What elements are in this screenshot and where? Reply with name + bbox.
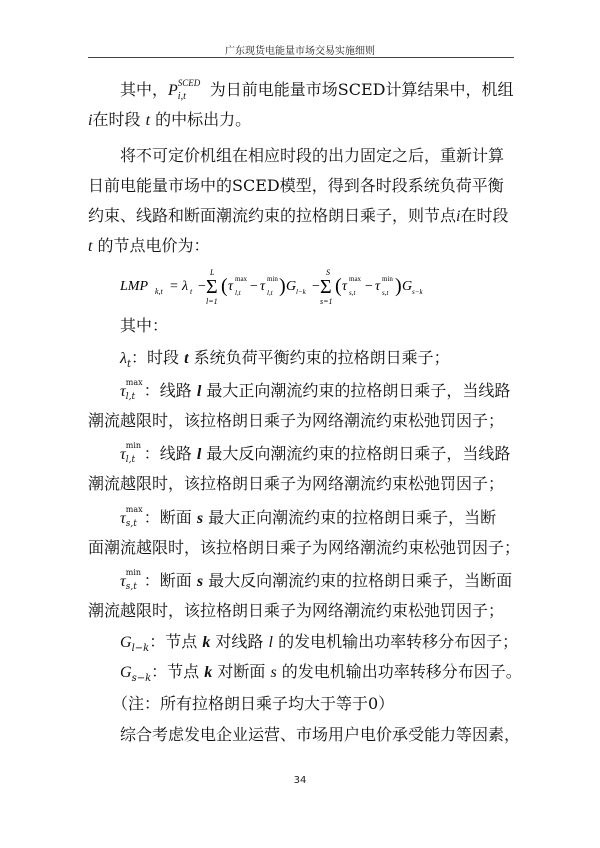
tau-l-max-sym: τ bbox=[228, 279, 234, 294]
def-g-l-pre: ：节点 bbox=[149, 632, 198, 651]
para2-line3 bbox=[88, 206, 508, 227]
para2-line4-post: 的节点电价为： bbox=[97, 236, 210, 255]
def-tau-l-max-pre: ：线路 bbox=[143, 381, 192, 400]
sum1-sigma: Σ bbox=[206, 276, 218, 298]
para2-line2: 日前电能量市场中的SCED模型，得到各时段系统负荷平衡 bbox=[88, 176, 504, 195]
def-lambda-var: t bbox=[184, 350, 189, 367]
tau-s-max-sup: max bbox=[349, 275, 362, 283]
p-symbol-sup: SCED bbox=[177, 78, 201, 88]
where-label: 其中： bbox=[120, 316, 169, 335]
tau-s-min-sub: s,t bbox=[382, 289, 389, 297]
def-tau-s-min-var: s bbox=[196, 573, 204, 590]
def-tau-l-max-sub: l,t bbox=[125, 392, 136, 402]
def-g-s-var2: s bbox=[270, 664, 277, 681]
para2-line3-pre: 约束、线路和断面潮流约束的拉格朗日乘子，则节点 bbox=[88, 206, 457, 225]
tau-s-max-sub: s,t bbox=[349, 289, 356, 297]
paren-close-2: ) bbox=[395, 275, 402, 297]
def-tau-l-min bbox=[120, 441, 511, 465]
def-g-l-var1: k bbox=[202, 634, 211, 651]
para2-line3-post: 在时段 bbox=[460, 206, 509, 225]
sum2-sigma: Σ bbox=[320, 276, 332, 298]
tau-l-min-sym: τ bbox=[260, 279, 266, 294]
def-tau-l-min-var: l bbox=[196, 446, 202, 463]
def-g-l-var2: l bbox=[268, 634, 273, 651]
p-symbol-sub: i,t bbox=[177, 91, 186, 102]
def-lambda-sym: λ bbox=[120, 350, 127, 367]
def-tau-l-min-sym: τ bbox=[120, 446, 126, 463]
sum2-lower: s=1 bbox=[320, 297, 333, 306]
def-g-s-post: 的发电机输出功率转移分布因子。 bbox=[281, 662, 522, 681]
def-tau-l-max-var: l bbox=[196, 383, 202, 400]
def-tau-s-min-sup: min bbox=[125, 568, 142, 577]
para2-line4 bbox=[88, 236, 210, 257]
g-l-sym: G bbox=[286, 279, 297, 294]
def-g-l-sub: l−k bbox=[131, 643, 150, 654]
def-tau-l-min-pre: ：线路 bbox=[143, 444, 192, 463]
tau-s-min-sym: τ bbox=[375, 279, 381, 294]
g-s-sym: G bbox=[402, 279, 413, 294]
para1-line1-post: 为日前电能量市场SCED计算结果中，机组 bbox=[209, 80, 514, 99]
formula-lambda: λ bbox=[182, 279, 189, 294]
def-tau-s-max-sup: max bbox=[125, 505, 143, 514]
var-t: t bbox=[145, 112, 151, 129]
paren-open-1: ( bbox=[221, 275, 228, 297]
lmp-formula-svg bbox=[120, 266, 450, 306]
def-tau-s-max-sub: s,t bbox=[125, 519, 137, 529]
def-tau-s-min-pre: ：断面 bbox=[143, 571, 192, 590]
def-g-l bbox=[120, 632, 518, 659]
para1-line1 bbox=[120, 80, 514, 101]
def-tau-l-min-line2: 潮流越限时，该拉格朗日乘子为网络潮流约束松弛罚因子； bbox=[88, 474, 505, 493]
sum1-lower: l=1 bbox=[206, 297, 218, 306]
running-header: 广东现货电能量市场交易实施细则 bbox=[225, 46, 375, 57]
note-text: （注：所有拉格朗日乘子均大于等于0） bbox=[112, 694, 395, 713]
def-tau-s-min bbox=[120, 568, 513, 592]
g-s-sub: s−k bbox=[412, 288, 423, 296]
page-number: 34 bbox=[293, 775, 307, 786]
def-tau-s-min-post: 最大反向潮流约束的拉格朗日乘子，当断面 bbox=[208, 571, 513, 590]
def-tau-s-max-pre: ：断面 bbox=[143, 508, 192, 527]
def-lambda bbox=[120, 348, 450, 375]
tau-s-min-sup: min bbox=[382, 275, 393, 283]
g-l-sub: l−k bbox=[296, 288, 306, 296]
def-tau-s-max-line2: 面潮流越限时，该拉格朗日乘子为网络潮流约束松弛罚因子； bbox=[88, 538, 521, 557]
def-g-s-pre: ：节点 bbox=[151, 662, 200, 681]
def-tau-s-max-post: 最大正向潮流约束的拉格朗日乘子，当断 bbox=[208, 508, 497, 527]
tau-l-max-sub: l,t bbox=[235, 289, 241, 297]
paren-open-2: ( bbox=[335, 275, 342, 297]
def-g-s bbox=[120, 662, 522, 689]
formula-minus-3: − bbox=[312, 279, 320, 294]
p-symbol-main: P bbox=[168, 82, 178, 99]
def-tau-l-min-sup: min bbox=[125, 441, 142, 450]
def-tau-l-max-sym: τ bbox=[120, 383, 126, 400]
def-tau-s-max-var: s bbox=[196, 510, 204, 527]
def-tau-s-min-line2: 潮流越限时，该拉格朗日乘子为网络潮流约束松弛罚因子； bbox=[88, 601, 505, 620]
var-i-2: i bbox=[456, 208, 461, 225]
sum2-upper: S bbox=[326, 268, 330, 277]
def-tau-l-min-sub: l,t bbox=[125, 455, 136, 465]
formula-minus-1: − bbox=[198, 279, 206, 294]
def-g-s-sym: G bbox=[120, 664, 132, 681]
def-tau-l-max-line2: 潮流越限时，该拉格朗日乘子为网络潮流约束松弛罚因子； bbox=[88, 411, 505, 430]
var-t-2: t bbox=[88, 238, 93, 255]
formula-minus-4: − bbox=[365, 279, 373, 294]
def-lambda-pre: ：时段 bbox=[130, 348, 179, 367]
def-tau-l-max bbox=[120, 378, 511, 402]
lmp-formula bbox=[120, 266, 450, 306]
def-tau-s-max bbox=[120, 505, 497, 529]
para1-line2-mid: 在时段 bbox=[92, 110, 141, 129]
def-tau-s-max-sym: τ bbox=[120, 510, 126, 527]
para1-line2 bbox=[88, 110, 251, 131]
para1-line1-pre: 其中， bbox=[120, 80, 169, 99]
tau-s-max-sym: τ bbox=[342, 279, 348, 294]
def-tau-l-min-post: 最大反向潮流约束的拉格朗日乘子，当线路 bbox=[206, 444, 511, 463]
var-i: i bbox=[88, 112, 93, 129]
tau-l-max-sup: max bbox=[235, 275, 248, 283]
def-tau-s-min-sub: s,t bbox=[125, 582, 137, 592]
def-g-l-mid: 对线路 bbox=[215, 632, 264, 651]
tau-l-min-sup: min bbox=[267, 275, 278, 283]
header-rule bbox=[88, 57, 514, 58]
formula-minus-2: − bbox=[250, 279, 258, 294]
last-line: 综合考虑发电企业运营、市场用户电价承受能力等因素， bbox=[120, 725, 521, 744]
para2-line1: 将不可定价机组在相应时段的出力固定之后，重新计算 bbox=[120, 146, 505, 165]
tau-l-min-sub: l,t bbox=[267, 289, 273, 297]
formula-lambda-sub: t bbox=[190, 287, 193, 296]
formula-lhs: LMP bbox=[120, 279, 148, 294]
def-g-l-post: 的发电机输出功率转移分布因子； bbox=[278, 632, 519, 651]
def-g-s-var1: k bbox=[204, 664, 213, 681]
def-lambda-sub: t bbox=[126, 359, 131, 370]
def-tau-l-max-post: 最大正向潮流约束的拉格朗日乘子，当线路 bbox=[206, 381, 511, 400]
p-sced-symbol bbox=[168, 78, 208, 102]
def-g-s-mid: 对断面 bbox=[217, 662, 266, 681]
def-tau-s-min-sym: τ bbox=[120, 573, 126, 590]
def-tau-l-max-sup: max bbox=[125, 378, 143, 387]
formula-lhs-sub: k,t bbox=[155, 287, 163, 296]
formula-equals: = bbox=[170, 279, 178, 294]
def-g-l-sym: G bbox=[120, 634, 132, 651]
sum1-upper: L bbox=[210, 268, 215, 277]
def-lambda-post: 系统负荷平衡约束的拉格朗日乘子； bbox=[193, 348, 450, 367]
def-g-s-sub: s−k bbox=[131, 673, 152, 684]
paren-close-1: ) bbox=[279, 275, 286, 297]
para1-line2-post: 的中标出力。 bbox=[155, 110, 252, 129]
